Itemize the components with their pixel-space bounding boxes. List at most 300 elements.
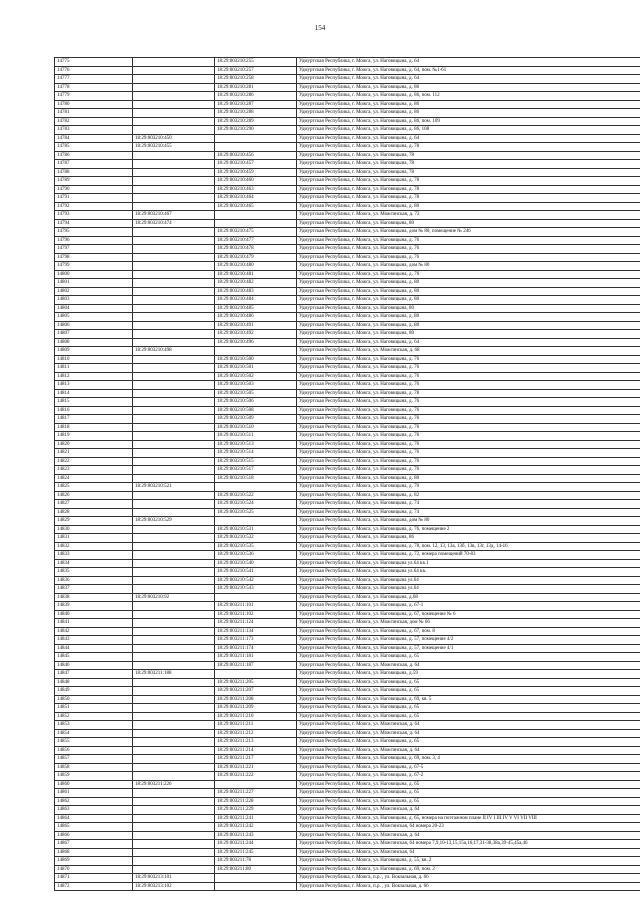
table-row [55,789,640,798]
land-cadastral-cell [133,772,215,781]
table-row [55,58,640,67]
land-cadastral-cell [133,83,215,92]
table-row [55,619,640,628]
land-cadastral-cell [133,644,215,653]
land-cadastral-cell [133,287,215,296]
building-cadastral-cell [215,219,297,228]
building-cadastral-cell: 18:29:003211:187 [215,661,297,670]
row-number-cell: 14854 [55,729,133,738]
row-number-cell: 14845 [55,653,133,662]
land-cadastral-cell [133,398,215,407]
row-number-cell: 14852 [55,712,133,721]
building-cadastral-cell: 18:29:003210:513 [215,440,297,449]
address-cell: Удмуртская Республика, г. Можга, ул. Наговицына, дом № 80, помещение № 246 [297,228,640,237]
table-row [55,806,640,815]
address-cell: Удмуртская Республика, г. Можга, ул. Наговицына, д. 65 [297,712,640,721]
table-row [55,695,640,704]
table-row [55,857,640,866]
address-cell: Удмуртская Республика, г. Можга, ул. Наговицына, д. 86, пом. 112 [297,92,640,101]
address-cell: Удмуртская Республика, г. Можга, ул. Наговицына, д. 80 [297,296,640,305]
row-number-cell: 14864 [55,814,133,823]
row-number-cell: 14775 [55,58,133,67]
address-cell: Удмуртская Республика, г. Можга, ул. Наговицына, д. 67-2 [297,772,640,781]
address-cell: Удмуртская Республика, г. Можга, ул. Можгинская, д. 64 [297,746,640,755]
row-number-cell: 14825 [55,483,133,492]
building-cadastral-cell: 18:29:003210:522 [215,491,297,500]
table-row [55,245,640,254]
building-cadastral-cell: 18:29:003211:205 [215,678,297,687]
address-cell: Удмуртская Республика, г. Можга, ул. Наговицына, дом № 80 [297,517,640,526]
address-cell: Удмуртская Республика, г. Можга, ул. Наговицына, д. 67, помещение № 6 [297,610,640,619]
address-cell: Удмуртская Республика, г. Можга, ул. Наговицына, д. 78, пом. 12, 13, 13а, 13б, 13в, 13г, 13д, 14-16 [297,542,640,551]
row-number-cell: 14802 [55,287,133,296]
row-number-cell: 14858 [55,763,133,772]
land-cadastral-cell [133,704,215,713]
row-number-cell: 14824 [55,474,133,483]
row-number-cell: 14794 [55,219,133,228]
row-number-cell: 14801 [55,279,133,288]
row-number-cell: 14840 [55,610,133,619]
land-cadastral-cell [133,338,215,347]
address-cell: Удмуртская Республика, г. Можга, ул. Наговицына, д. 76 [297,449,640,458]
row-number-cell: 14866 [55,831,133,840]
row-number-cell: 14828 [55,508,133,517]
row-number-cell: 14808 [55,338,133,347]
row-number-cell: 14798 [55,253,133,262]
building-cadastral-cell: 18:29:003210:288 [215,109,297,118]
address-cell: Удмуртская Республика, г. Можга, ул. Можгинская, 64 номера 20-23 [297,823,640,832]
land-cadastral-cell [133,508,215,517]
address-cell: Удмуртская Республика, г. Можга, ул. Наговицына, 78 [297,160,640,169]
table-row [55,100,640,109]
land-cadastral-cell [133,372,215,381]
address-cell: Удмуртская Республика, г. Можга, ул. Наговицына, д.68 [297,593,640,602]
address-cell: Удмуртская Республика, г. Можга, ул. Наговицына, д. 69, пом. 3, 4 [297,755,640,764]
address-cell: Удмуртская Республика, г. Можга, ул. Можгинская, 64 [297,848,640,857]
table-row [55,814,640,823]
table-row [55,534,640,543]
building-cadastral-cell: 18:29:003211:229 [215,806,297,815]
address-cell: Удмуртская Республика, г. Можга, ул. Наговицына, д. 76 [297,398,640,407]
table-row [55,457,640,466]
row-number-cell: 14776 [55,66,133,75]
row-number-cell: 14837 [55,585,133,594]
building-cadastral-cell: 18:29:003210:257 [215,66,297,75]
row-number-cell: 14830 [55,525,133,534]
land-cadastral-cell: 18:29:003213:102 [133,882,215,891]
table-row [55,576,640,585]
address-cell: Удмуртская Республика, г. Можга, ул. Наговицына, д. 82 [297,491,640,500]
address-cell: Удмуртская Республика, г. Можга, ул. Наговицына, д. 80 [297,474,640,483]
building-cadastral-cell: 18:29:003210:536 [215,551,297,560]
address-cell: Удмуртская Республика, г. Можга, п.р. , ул. Вокзальная, д. 66 [297,874,640,883]
address-cell: Удмуртская Республика, г. Можга, ул. Наговицына, д. 65 [297,738,640,747]
building-cadastral-cell: 18:29:003211:217 [215,755,297,764]
address-cell: Удмуртская Республика, г. Можга, ул. Наговицына, д. 76 [297,236,640,245]
row-number-cell: 14777 [55,75,133,84]
land-cadastral-cell [133,168,215,177]
table-row [55,219,640,228]
building-cadastral-cell: 18:29:003210:508 [215,406,297,415]
row-number-cell: 14853 [55,721,133,730]
row-number-cell: 14791 [55,194,133,203]
address-cell: Удмуртская Республика, г. Можга, ул. Можгинская, д. 64 [297,831,640,840]
table-row [55,279,640,288]
row-number-cell: 14786 [55,151,133,160]
row-number-cell: 14788 [55,168,133,177]
land-cadastral-cell [133,126,215,135]
row-number-cell: 14843 [55,636,133,645]
address-cell: Удмуртская Республика, г. Можга, ул. Наговицына, д. 65 [297,797,640,806]
building-cadastral-cell: 18:29:003210:511 [215,432,297,441]
address-cell: Удмуртская Республика, г. Можга, ул. Наговицына, д. 76 [297,372,640,381]
land-cadastral-cell [133,262,215,271]
land-cadastral-cell: 18:29:003210:467 [133,211,215,220]
table-row [55,466,640,475]
building-cadastral-cell: 18:29:003211:241 [215,814,297,823]
building-cadastral-cell [215,483,297,492]
row-number-cell: 14821 [55,449,133,458]
building-cadastral-cell: 18:29:003211:124 [215,619,297,628]
land-cadastral-cell [133,619,215,628]
land-cadastral-cell [133,236,215,245]
address-cell: Удмуртская Республика, г. Можга, ул. Наговицына, д. 65 [297,678,640,687]
address-cell: Удмуртская Республика, г. Можга, ул. Можгинская, д. 64 [297,729,640,738]
table-row [55,874,640,883]
building-cadastral-cell [215,143,297,152]
address-cell: Удмуртская Республика, г. Можга, ул. Наговицына, д. 86 [297,109,640,118]
building-cadastral-cell [215,347,297,356]
address-cell: Удмуртская Республика, г. Можга, ул. Наговицына, д. 72, номера помещений 70-83 [297,551,640,560]
address-cell: Удмуртская Республика, г. Можга, ул. Наговицына, д. 74 [297,500,640,509]
table-row [55,644,640,653]
building-cadastral-cell: 18:29:003210:481 [215,270,297,279]
address-cell: Удмуртская Республика, г. Можга, ул. Наговицына, д. 80 [297,279,640,288]
address-cell: Удмуртская Республика, г. Можга, ул. Можгинская, д. 72 [297,211,640,220]
address-cell: Удмуртская Республика, г. Можга, ул. Наговицына, д. 57, помещение 4/2 [297,636,640,645]
land-cadastral-cell [133,194,215,203]
land-cadastral-cell [133,245,215,254]
table-row [55,415,640,424]
row-number-cell: 14836 [55,576,133,585]
table-row [55,296,640,305]
building-cadastral-cell: 18:29:003211:243 [215,831,297,840]
address-cell: Удмуртская Республика, г. Можга, ул. Наговицына, д. 69, пом. 2 [297,865,640,874]
row-number-cell: 14838 [55,593,133,602]
address-cell: Удмуртская Республика, г. Можга, ул. Наговицына, д. 76 [297,457,640,466]
table-row [55,831,640,840]
land-cadastral-cell [133,415,215,424]
row-number-cell: 14850 [55,695,133,704]
table-row [55,542,640,551]
land-cadastral-cell [133,432,215,441]
row-number-cell: 14848 [55,678,133,687]
building-cadastral-cell: 18:29:003210:456 [215,151,297,160]
table-row [55,211,640,220]
land-cadastral-cell [133,542,215,551]
address-cell: Удмуртская Республика, г. Можга, ул. Наговицына, д. 64 [297,134,640,143]
table-row [55,593,640,602]
row-number-cell: 14847 [55,670,133,679]
land-cadastral-cell [133,729,215,738]
row-number-cell: 14793 [55,211,133,220]
building-cadastral-cell: 18:29:003210:258 [215,75,297,84]
land-cadastral-cell [133,151,215,160]
building-cadastral-cell: 18:29:003210:496 [215,338,297,347]
building-cadastral-cell: 18:29:003210:475 [215,228,297,237]
land-cadastral-cell [133,364,215,373]
row-number-cell: 14803 [55,296,133,305]
building-cadastral-cell: 18:29:003210:491 [215,321,297,330]
table-row [55,865,640,874]
land-cadastral-cell [133,806,215,815]
row-number-cell: 14816 [55,406,133,415]
row-number-cell: 14812 [55,372,133,381]
table-row [55,721,640,730]
building-cadastral-cell: 18:29:003211:208 [215,695,297,704]
address-cell: Удмуртская Республика, г. Можга, ул. Наговицына ул.64 кв. [297,568,640,577]
building-cadastral-cell: 18:29:003210:482 [215,279,297,288]
land-cadastral-cell: 18:29:003210:474 [133,219,215,228]
building-cadastral-cell [215,593,297,602]
building-cadastral-cell: 18:29:003211:207 [215,687,297,696]
building-cadastral-cell: 18:29:003210:480 [215,262,297,271]
table-row [55,347,640,356]
address-cell: Удмуртская Республика, г. Можга, ул. Наговицына, д. 80 [297,202,640,211]
land-cadastral-cell [133,653,215,662]
land-cadastral-cell [133,270,215,279]
building-cadastral-cell: 18:29:003210:290 [215,126,297,135]
land-cadastral-cell [133,661,215,670]
table-row [55,882,640,891]
table-row [55,236,640,245]
building-cadastral-cell: 18:29:003210:535 [215,542,297,551]
address-cell: Удмуртская Республика, г. Можга, ул. Наговицына, д. 86, пом. 109 [297,117,640,126]
row-number-cell: 14811 [55,364,133,373]
address-cell: Удмуртская Республика, г. Можга, ул. Наговицына, д. 70 [297,483,640,492]
building-cadastral-cell: 18:29:003211:78 [215,857,297,866]
address-cell: Удмуртская Республика, г. Можга, ул. Наговицына, д. 76 [297,440,640,449]
land-cadastral-cell [133,466,215,475]
address-cell: Удмуртская Республика, г. Можга, ул. Наговицына, д. 65, номера на поэтажном плане II IV I III IV V VI VII VIII [297,814,640,823]
table-row [55,355,640,364]
building-cadastral-cell: 18:29:003210:255 [215,58,297,67]
row-number-cell: 14823 [55,466,133,475]
table-row [55,653,640,662]
table-row [55,585,640,594]
address-cell: Удмуртская Республика, г. Можга, ул. Можгинская, д. 64 [297,806,640,815]
address-cell: Удмуртская Республика, г. Можга, ул. Наговицына, д. 76 [297,364,640,373]
address-cell: Удмуртская Республика, г. Можга, ул. Наговицына, 78 [297,151,640,160]
building-cadastral-cell: 18:29:003210:464 [215,194,297,203]
table-row [55,338,640,347]
address-cell: Удмуртская Республика, г. Можга, ул. Наговицына ул.64 [297,585,640,594]
address-cell: Удмуртская Республика, г. Можга, ул. Наговицына, д. 69, кв. 5 [297,695,640,704]
building-cadastral-cell: 18:29:003210:543 [215,585,297,594]
table-row [55,661,640,670]
address-cell: Удмуртская Республика, г. Можга, ул. Наговицына, д. 86 [297,100,640,109]
row-number-cell: 14857 [55,755,133,764]
address-cell: Удмуртская Республика, г. Можга, ул. Наговицына, д. 64 [297,75,640,84]
table-row [55,364,640,373]
row-number-cell: 14863 [55,806,133,815]
land-cadastral-cell [133,228,215,237]
table-row [55,168,640,177]
land-cadastral-cell [133,109,215,118]
land-cadastral-cell [133,848,215,857]
land-cadastral-cell [133,449,215,458]
land-cadastral-cell [133,491,215,500]
table-row [55,449,640,458]
row-number-cell: 14826 [55,491,133,500]
table-row [55,483,640,492]
building-cadastral-cell: 18:29:003210:477 [215,236,297,245]
building-cadastral-cell: 18:29:003210:524 [215,500,297,509]
building-cadastral-cell: 18:29:003211:213 [215,738,297,747]
building-cadastral-cell: 18:29:003210:509 [215,415,297,424]
table-row [55,610,640,619]
table-row [55,491,640,500]
address-cell: Удмуртская Республика, г. Можга, ул. Наговицына, д. 80 [297,287,640,296]
address-cell: Удмуртская Республика, г. Можга, ул. Можгинская, дом № 66 [297,619,640,628]
building-cadastral-cell: 18:29:003211:210 [215,712,297,721]
table-row [55,287,640,296]
land-cadastral-cell [133,457,215,466]
land-cadastral-cell [133,840,215,849]
row-number-cell: 14849 [55,687,133,696]
building-cadastral-cell: 18:29:003210:459 [215,168,297,177]
row-number-cell: 14822 [55,457,133,466]
address-cell: Удмуртская Республика, г. Можга, ул. Наговицына, дом № 80 [297,262,640,271]
row-number-cell: 14797 [55,245,133,254]
land-cadastral-cell: 18:29:003211:188 [133,670,215,679]
land-cadastral-cell [133,746,215,755]
land-cadastral-cell: 18:29:003211:226 [133,780,215,789]
row-number-cell: 14778 [55,83,133,92]
land-cadastral-cell [133,177,215,186]
table-row [55,253,640,262]
table-row [55,160,640,169]
address-cell: Удмуртская Республика, г. Можга, ул. Наговицына, д. 80 [297,313,640,322]
row-number-cell: 14833 [55,551,133,560]
table-row [55,840,640,849]
table-row [55,678,640,687]
land-cadastral-cell [133,831,215,840]
table-row [55,423,640,432]
address-cell: Удмуртская Республика, г. Можга, ул. Наговицына, д. 76 [297,432,640,441]
land-cadastral-cell [133,202,215,211]
land-cadastral-cell [133,58,215,67]
building-cadastral-cell: 18:29:003211:134 [215,627,297,636]
address-cell: Удмуртская Республика, г. Можга, ул. Наговицына, д. 76 [297,381,640,390]
table-row [55,500,640,509]
building-cadastral-cell: 18:29:003210:483 [215,287,297,296]
building-cadastral-cell [215,874,297,883]
table-row [55,194,640,203]
address-cell: Удмуртская Республика, г. Можга, ул. Наговицына, д. 57, помещение 4/1 [297,644,640,653]
table-row [55,823,640,832]
address-cell: Удмуртская Республика, г. Можга, ул. Наговицына, д. 64, пом. №1-61 [297,66,640,75]
address-cell: Удмуртская Республика, г. Можга, ул. Наговицына, д. 86, 108 [297,126,640,135]
land-cadastral-cell [133,568,215,577]
table-row [55,66,640,75]
building-cadastral-cell: 18:29:003211:101 [215,602,297,611]
row-number-cell: 14834 [55,559,133,568]
land-cadastral-cell: 18:29:003213:101 [133,874,215,883]
table-row [55,780,640,789]
building-cadastral-cell: 18:29:003210:460 [215,177,297,186]
building-cadastral-cell: 18:29:003210:501 [215,364,297,373]
address-cell: Удмуртская Республика, г. Можга, ул. Наговицына, 80 [297,219,640,228]
row-number-cell: 14870 [55,865,133,874]
building-cadastral-cell: 18:29:003211:222 [215,772,297,781]
address-cell: Удмуртская Республика, г. Можга, ул. Наговицына, д. 64 [297,338,640,347]
address-cell: Удмуртская Республика, г. Можга, ул. Наговицына, д. 78 [297,194,640,203]
building-cadastral-cell: 18:29:003210:479 [215,253,297,262]
table-row [55,109,640,118]
address-cell: Удмуртская Республика, г. Можга, ул. Можгинская, д. 64 [297,661,640,670]
land-cadastral-cell [133,66,215,75]
building-cadastral-cell [215,517,297,526]
land-cadastral-cell: 18:29:003210:455 [133,143,215,152]
building-cadastral-cell: 18:29:003210:505 [215,389,297,398]
row-number-cell: 14829 [55,517,133,526]
building-cadastral-cell [215,780,297,789]
land-cadastral-cell [133,474,215,483]
row-number-cell: 14780 [55,100,133,109]
table-row [55,704,640,713]
land-cadastral-cell [133,627,215,636]
registry-body [55,58,640,891]
building-cadastral-cell: 18:29:003211:102 [215,610,297,619]
land-cadastral-cell [133,92,215,101]
registry-table [54,57,640,891]
land-cadastral-cell [133,304,215,313]
row-number-cell: 14789 [55,177,133,186]
table-row [55,687,640,696]
row-number-cell: 14782 [55,117,133,126]
address-cell: Удмуртская Республика, г. Можга, ул. Наговицына, д. 67-1 [297,602,640,611]
table-row [55,517,640,526]
table-row [55,372,640,381]
building-cadastral-cell: 18:29:003211:227 [215,789,297,798]
building-cadastral-cell: 18:29:003210:484 [215,296,297,305]
land-cadastral-cell: 18:29:003210:498 [133,347,215,356]
row-number-cell: 14867 [55,840,133,849]
table-row [55,508,640,517]
table-row [55,559,640,568]
table-row [55,117,640,126]
table-row [55,177,640,186]
row-number-cell: 14804 [55,304,133,313]
building-cadastral-cell: 18:29:003211:245 [215,848,297,857]
building-cadastral-cell: 18:29:003210:478 [215,245,297,254]
building-cadastral-cell: 18:29:003211:209 [215,704,297,713]
building-cadastral-cell: 18:29:003210:500 [215,355,297,364]
land-cadastral-cell [133,678,215,687]
building-cadastral-cell: 18:29:003210:457 [215,160,297,169]
table-row [55,270,640,279]
row-number-cell: 14869 [55,857,133,866]
row-number-cell: 14795 [55,228,133,237]
building-cadastral-cell: 18:29:003211:228 [215,797,297,806]
row-number-cell: 14792 [55,202,133,211]
building-cadastral-cell: 18:29:003210:510 [215,423,297,432]
building-cadastral-cell: 18:29:003210:485 [215,304,297,313]
address-cell: Удмуртская Республика, г. Можга, ул. Наговицына, д. 65 [297,704,640,713]
building-cadastral-cell: 18:29:003211:214 [215,746,297,755]
table-row [55,381,640,390]
